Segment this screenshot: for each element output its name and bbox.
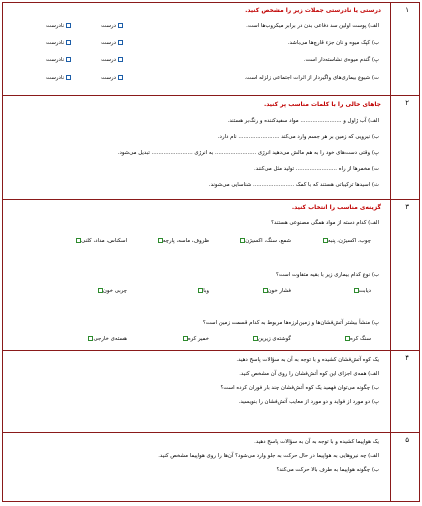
sub-question: الف) چه نیروهایی به هواپیما در حال حرکت به جلو وارد می‌شود؟ آن‌ها را روی هواپیما مشخص کنید.: [158, 453, 379, 459]
mc-option[interactable]: اسکناس، مداد، کلنی: [74, 238, 127, 244]
false-option[interactable]: نادرست: [46, 23, 71, 29]
true-option[interactable]: درست: [101, 57, 123, 63]
question-title: جاهای خالی را با کلمات مناسب پر کنید.: [263, 101, 381, 108]
question-5: [3, 432, 419, 502]
statement: پ) گندم میوه‌ی نشاسته‌دار است.: [303, 57, 379, 63]
question-number-cell: [390, 200, 419, 351]
sub-question: الف) همه‌ی اجزای این کوه آتش‌فشان را روی آن مشخص کنید.: [239, 371, 379, 377]
statement: ت) شیوع بیماری‌های واگیردار از اثرات اجتماعی زلزله است.: [244, 75, 379, 81]
worksheet: [2, 2, 420, 502]
question-title: گزینه‌ی مناسب را انتخاب کنید.: [291, 204, 381, 211]
checkbox[interactable]: [66, 23, 71, 28]
mc-option[interactable]: گوشته‌ی زیرین: [251, 336, 291, 342]
mc-option[interactable]: وبا: [196, 288, 209, 294]
question-title: درستی یا نادرستی جملات زیر را مشخص کنید.: [245, 7, 381, 14]
checkbox[interactable]: [118, 23, 123, 28]
fill-blank-item: پ) وقتی دست‌های خود را به هم مالش می‌دهید انرژی ........................ به انرژی ........................ تبدیل می‌شود.: [117, 150, 379, 156]
fill-blank-item: ث) اسیدها ترکیباتی هستند که با کمک ........................ شناسایی می‌شوند.: [208, 182, 379, 188]
question-number-cell: [390, 351, 419, 433]
checkbox[interactable]: [66, 57, 71, 62]
mc-question: پ) منشأ بیشتر آتش‌فشان‌ها و زمین‌لرزه‌ها مربوط به کدام قسمت زمین است؟: [202, 320, 379, 326]
question-number: ۳: [405, 203, 409, 211]
false-option[interactable]: نادرست: [46, 57, 71, 63]
mc-option[interactable]: هسته‌ی خارجی: [86, 336, 127, 342]
question-number: ۲: [405, 99, 409, 107]
mc-question: ب) نوع کدام بیماری زیر با بقیه متفاوت است؟: [275, 272, 379, 278]
statement: الف) پوست اولین سد دفاعی بدن در برابر میکروب‌ها است.: [246, 23, 379, 29]
false-option[interactable]: نادرست: [46, 75, 71, 81]
sub-question: ب) چگونه هواپیما به طرف بالا حرکت می‌کند؟: [276, 467, 379, 473]
question-number: ۴: [405, 354, 409, 362]
question-2: [3, 95, 419, 200]
instruction: یک کوه آتش‌فشان کشیده و با توجه به آن به سؤالات پاسخ دهید.: [236, 357, 379, 363]
fill-blank-item: ت) مخمرها از راه ........................ تولید مثل می‌کنند.: [254, 166, 379, 172]
mc-option[interactable]: سنگ کره: [343, 336, 371, 342]
mc-option[interactable]: ظروف، ماسه، پارچه: [156, 238, 209, 244]
question-4: [3, 350, 419, 433]
sub-question: ب) چگونه می‌توان فهمید یک کوه آتش‌فشان چند بار فوران کرده است؟: [220, 385, 379, 391]
fill-blank-item: ب) نیرویی که زمین بر هر جسم وارد می‌کند ........................ نام دارد.: [217, 134, 379, 140]
question-1: [3, 3, 419, 95]
mc-option[interactable]: خمیر کره: [181, 336, 209, 342]
question-number: ۵: [405, 436, 409, 444]
checkbox[interactable]: [66, 40, 71, 45]
question-number-cell: [390, 96, 419, 200]
true-option[interactable]: درست: [101, 75, 123, 81]
mc-option[interactable]: دیابت: [352, 288, 371, 294]
fill-blank-item: الف) آب ژاول و ........................ مواد سفیدکننده و رنگ‌بر هستند.: [227, 118, 379, 124]
mc-option[interactable]: شمع، سنگ، اکسیژن: [238, 238, 291, 244]
checkbox[interactable]: [118, 40, 123, 45]
question-number-cell: [390, 433, 419, 502]
sub-question: پ) دو مورد از فواید و دو مورد از معایب آتش‌فشان را بنویسید.: [238, 399, 379, 405]
instruction: یک هواپیما کشیده و با توجه به آن به سؤالات پاسخ دهید.: [254, 439, 379, 445]
mc-option[interactable]: چربی خون: [96, 288, 127, 294]
checkbox[interactable]: [118, 57, 123, 62]
statement: ب) کپک میوه و نان جزء قارچ‌ها می‌باشد.: [287, 40, 379, 46]
true-option[interactable]: درست: [101, 40, 123, 46]
true-option[interactable]: درست: [101, 23, 123, 29]
mc-option[interactable]: چوب، اکسیژن، پنبه: [321, 238, 371, 244]
checkbox[interactable]: [118, 75, 123, 80]
mc-option[interactable]: فشار خون: [261, 288, 291, 294]
question-number: ۱: [405, 6, 409, 14]
checkbox[interactable]: [66, 75, 71, 80]
mc-question: الف) کدام دسته از مواد همگی مصنوعی هستند؟: [271, 220, 379, 226]
question-number-cell: [390, 3, 419, 95]
question-3: [3, 199, 419, 351]
false-option[interactable]: نادرست: [46, 40, 71, 46]
